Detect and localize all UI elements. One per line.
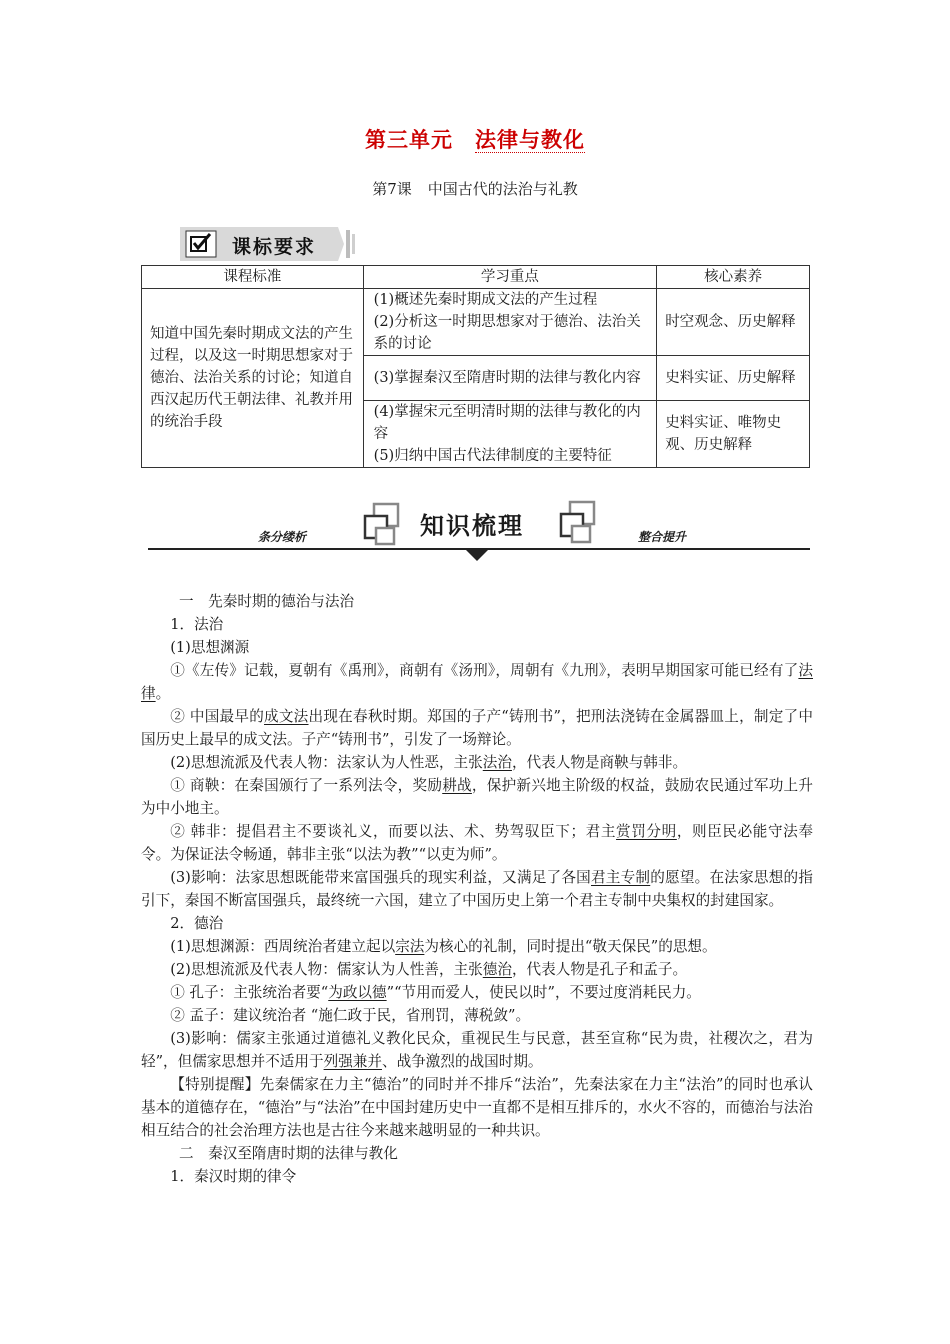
paragraph: ② 中国最早的成文法出现在春秋时期。郑国的子产“铸刑书”，把刑法浇铸在金属器皿上，制定了中国历史上最早的成文法。子产“铸刑书”，引发了一场辩论。 xyxy=(141,708,813,748)
course-standard-cell: 知道中国先秦时期成文法的产生过程，以及这一时期思想家对于德治、法治关系的讨论；知道自西汉起历代王朝法律、礼教并用的统治手段 xyxy=(142,289,364,468)
badge-label: 课标要求 xyxy=(232,236,317,258)
lesson-name: 中国古代的法治与礼教 xyxy=(427,180,578,198)
paragraph: ② 韩非：提倡君主不要谈礼义，而要以法、术、势驾驭臣下；君主赏罚分明，则臣民必能守法奉令。为保证法令畅通，韩非主张“以法为教”“以吏为师”。 xyxy=(141,823,813,863)
focus-item: (4)掌握宋元至明清时期的法律与教化的内容 xyxy=(373,404,641,442)
table-row xyxy=(142,289,810,356)
section-left-caption: 条分缕析 xyxy=(258,530,307,544)
section-banner xyxy=(148,498,810,560)
key-term: 君主专制 xyxy=(591,869,651,886)
focus-item: (3)掌握秦汉至隋唐时期的法律与教化内容 xyxy=(373,370,641,386)
key-term: 为政以德 xyxy=(328,984,387,1001)
paragraph: ① 孔子：主张统治者要“为政以德”“节用而爱人，使民以时”，不要过度消耗民力。 xyxy=(170,984,701,1001)
check-box-icon xyxy=(186,231,216,257)
paragraph: (1)思想渊源：西周统治者建立起以宗法为核心的礼制，同时提出“敬天保民”的思想。 xyxy=(170,938,717,955)
paragraph: (2)思想流派及代表人物：儒家认为人性善，主张德治，代表人物是孔子和孟子。 xyxy=(170,961,688,978)
heading-level3: (1)思想渊源 xyxy=(170,639,250,656)
unit-label: 第三单元 xyxy=(365,128,453,152)
key-term: 赏罚分明 xyxy=(616,823,677,840)
heading-level1: 一 先秦时期的德治与法治 xyxy=(178,593,355,610)
curriculum-badge xyxy=(180,226,360,262)
heading-level1: 二 秦汉至隋唐时期的法律与教化 xyxy=(178,1145,398,1162)
heading-level2: 1．法治 xyxy=(170,616,224,633)
section-title: 知识梳理 xyxy=(420,512,524,540)
table-header: 学习重点 xyxy=(363,266,657,289)
curriculum-table xyxy=(141,265,810,468)
focus-cell xyxy=(363,356,657,401)
heading-level2: 1．秦汉时期的律令 xyxy=(170,1168,297,1185)
section-pointer xyxy=(466,550,488,561)
paragraph: (3)影响：法家思想既能带来富国强兵的现实利益，又满足了各国君主专制的愿望。在法家思想的指引下，秦国不断富国强兵，最终统一六国，建立了中国历史上第一个君主专制中央集权的封建国家。 xyxy=(141,869,813,909)
paragraph: (2)思想流派及代表人物：法家认为人性恶，主张法治，代表人物是商鞅与韩非。 xyxy=(170,754,688,771)
key-term: 列强兼并 xyxy=(323,1053,382,1070)
unit-title xyxy=(0,124,950,154)
special-reminder: 【特别提醒】先秦儒家在力主“德治”的同时并不排斥“法治”，先秦法家在力主“法治”的同时也承认基本的道德存在，“德治”与“法治”在中国封建历史中一直都不是相互排斥的，水火不容的，而德治与法治相互结合的社会治理方法也是古往今来越来越明显的一种共识。 xyxy=(141,1076,813,1139)
literacy-cell: 史料实证、唯物史观、历史解释 xyxy=(657,401,810,468)
section-right-caption: 整合提升 xyxy=(638,530,687,544)
lesson-title xyxy=(0,178,950,199)
focus-item: (5)归纳中国古代法律制度的主要特征 xyxy=(373,448,612,464)
unit-topic: 法律与教化 xyxy=(475,128,585,152)
paragraph: ② 孟子：建议统治者 “施仁政于民，省刑罚，薄税敛”。 xyxy=(170,1007,531,1024)
table-header: 核心素养 xyxy=(657,266,810,289)
key-term: 法治 xyxy=(482,754,512,771)
table-header-row xyxy=(142,266,810,289)
focus-cell xyxy=(363,401,657,468)
focus-cell xyxy=(363,289,657,356)
paragraph: ①《左传》记载，夏朝有《禹刑》，商朝有《汤刑》，周朝有《九刑》，表明早期国家可能已经有了法律。 xyxy=(141,662,813,702)
lesson-content xyxy=(141,590,813,1188)
focus-item: (1)概述先秦时期成文法的产生过程 xyxy=(373,292,598,308)
focus-item: (2)分析这一时期思想家对于德治、法治关系的讨论 xyxy=(373,314,641,352)
key-term: 德治 xyxy=(482,961,512,978)
key-term: 耕战 xyxy=(442,777,472,794)
literacy-cell: 史料实证、历史解释 xyxy=(657,356,810,401)
literacy-cell: 时空观念、历史解释 xyxy=(657,289,810,356)
table-header: 课程标准 xyxy=(142,266,364,289)
stacked-squares-icon xyxy=(558,500,598,546)
heading-level2: 2．德治 xyxy=(170,915,224,932)
stacked-squares-icon xyxy=(362,502,402,548)
paragraph: (3)影响：儒家主张通过道德礼义教化民众，重视民生与民意，甚至宣称“民为贵，社稷次之，君为轻”，但儒家思想并不适用于列强兼并、战争激烈的战国时期。 xyxy=(141,1030,813,1070)
key-term: 成文法 xyxy=(264,708,309,725)
key-term: 法律 xyxy=(141,662,813,702)
lesson-number: 第7课 xyxy=(372,180,412,198)
key-term: 宗法 xyxy=(395,938,425,955)
paragraph: ① 商鞅：在秦国颁行了一系列法令，奖励耕战，保护新兴地主阶级的权益，鼓励农民通过军功上升为中小地主。 xyxy=(141,777,813,817)
